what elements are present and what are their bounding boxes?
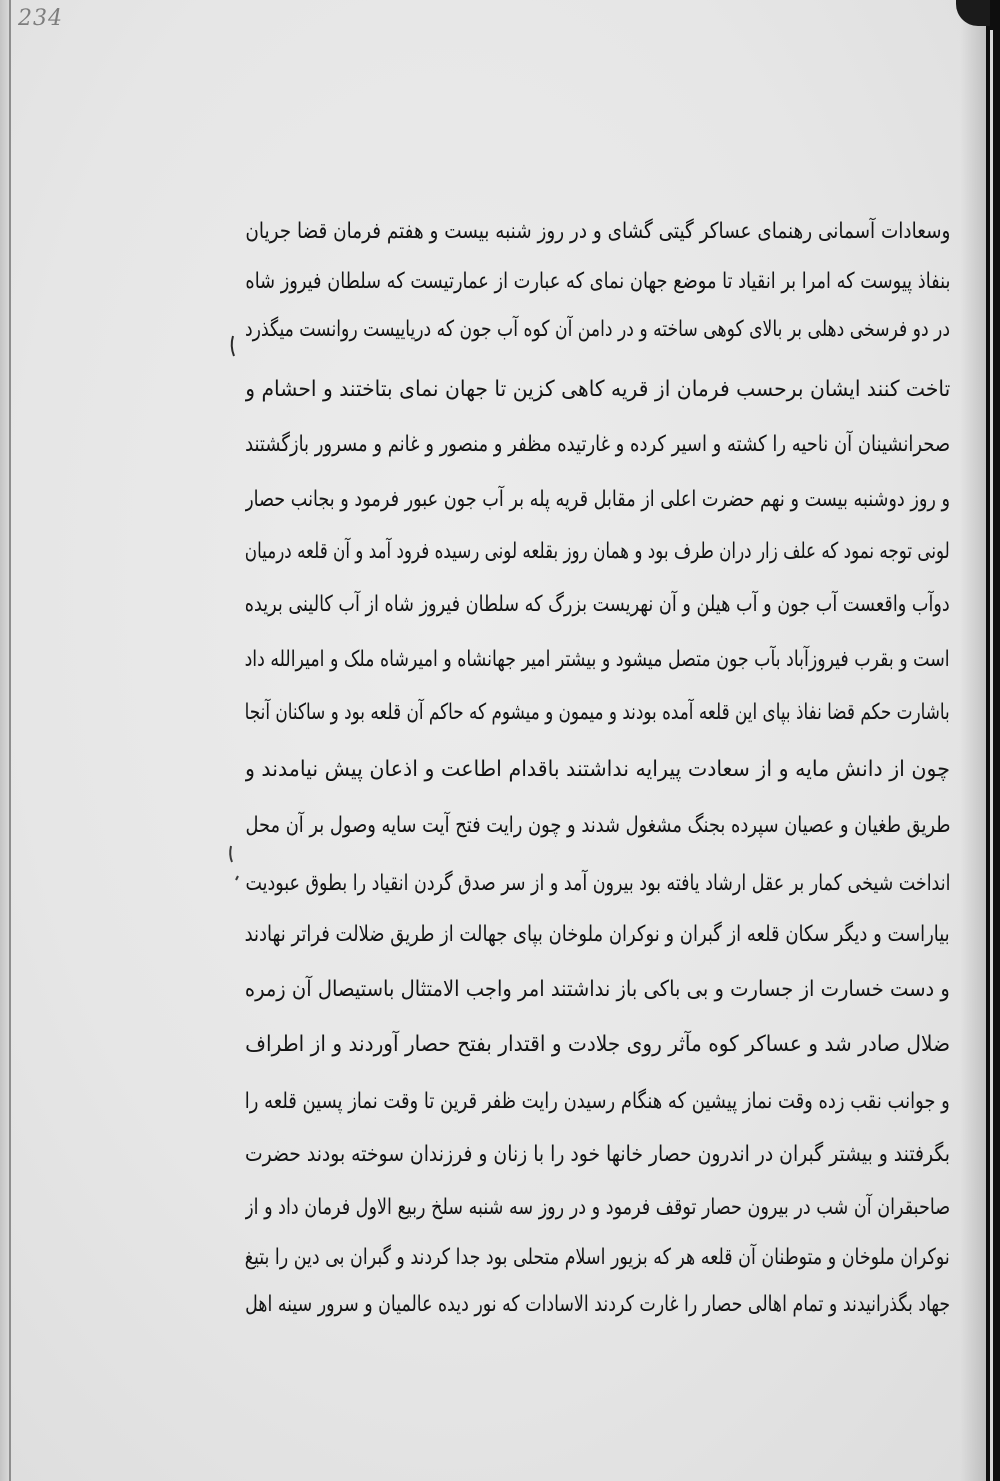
text-line bbox=[245, 1236, 950, 1280]
text-line bbox=[245, 423, 950, 467]
text-line-content: است و بقرب فیروزآباد بآب جون متصل میشود و بیشتر امیر جهانشاه و امیرشاه ملک و امیرالله داد bbox=[245, 647, 950, 672]
page-number: 234 bbox=[18, 6, 63, 31]
text-line-content: دوآب واقعست آب جون و آب هیلن و آن نهریست بزرگ که سلطان فیروز شاه از آب کالینی بریده bbox=[245, 592, 950, 617]
text-line-content: نوکران ملوخان و متوطنان آن قلعه هر که بزیور اسلام متحلی بود جدا کردند و گبران بی دین را بتیغ bbox=[245, 1245, 950, 1270]
text-line bbox=[245, 968, 950, 1012]
text-line-content: ضلال صادر شد و عساکر کوه مآثر روی جلادت و اقتدار بفتح حصار آوردند و از اطراف bbox=[245, 1032, 950, 1057]
text-line-content: تاخت کنند ایشان برحسب فرمان از قریه کاهی کزین تا جهان نمای بتاختند و احشام و bbox=[245, 377, 950, 402]
text-line bbox=[245, 691, 950, 735]
text-line-content: و دست خسارت از جسارت و بی باکی باز نداشتند امر واجب الامتثال باستیصال آن زمره bbox=[245, 977, 950, 1002]
text-line-content: باشارت حکم قضا نفاذ بپای این قلعه آمده بودند و میمون و میشوم که حاکم آن قلعه بود و ساکنان آنجا bbox=[245, 700, 950, 725]
text-line-content: بیاراست و دیگر سکان قلعه از گبران و نوکران ملوخان بپای جهالت از طریق ضلالت فراتر نهادند bbox=[245, 922, 950, 947]
text-line-content: انداخت شیخی کمار بر عقل ارشاد یافته بود بیرون آمد و از سر صدق گردن انقیاد را بطوق عبودیت bbox=[245, 871, 950, 896]
text-line bbox=[245, 368, 950, 412]
text-line bbox=[245, 862, 950, 906]
text-line-content: لونی توجه نمود که علف زار دران طرف بود و همان روز بقلعه لونی رسیده فرود آمد و آن قلعه درمیان bbox=[245, 539, 950, 564]
text-line bbox=[245, 1080, 950, 1124]
text-line bbox=[245, 478, 950, 522]
text-line-content: طریق طغیان و عصیان سپرده بجنگ مشغول شدند و چون رایت فتح آیت سایه وصول بر آن محل bbox=[245, 813, 950, 838]
text-line bbox=[245, 1023, 950, 1067]
text-line-content: و روز دوشنبه بیست و نهم حضرت اعلی از مقابل قریه پله بر آب جون عبور فرمود و بجانب حصار bbox=[245, 487, 950, 512]
text-line-content: در دو فرسخی دهلی بر بالای کوهی ساخته و در دامن آن کوه آب جون که دریاییست روانست میگذرد bbox=[245, 317, 950, 342]
text-line bbox=[245, 583, 950, 627]
text-line-content: جهاد بگذرانیدند و تمام اهالی حصار را غارت کردند الاسادات که نور دیده عالمیان و سرور سینه اهل bbox=[245, 1292, 950, 1317]
text-line bbox=[245, 210, 950, 254]
text-line-content: چون از دانش مایه و از سعادت پیرایه نداشتند باقدام اطاعت و اذعان پیش نیامدند و bbox=[245, 757, 950, 782]
text-line-content: بگرفتند و بیشتر گبران در اندرون حصار خانها خود را با زنان و فرزندان سوخته بودند حضرت bbox=[245, 1142, 950, 1167]
text-line bbox=[245, 1133, 950, 1177]
text-line bbox=[245, 804, 950, 848]
text-line-content: وسعادات آسمانی رهنمای عساکر گیتی گشای و در روز شنبه بیست و هفتم فرمان قضا جریان bbox=[245, 219, 950, 244]
text-line bbox=[245, 638, 950, 682]
text-line bbox=[245, 1283, 950, 1327]
text-line bbox=[245, 308, 950, 352]
text-line bbox=[245, 748, 950, 792]
text-line bbox=[245, 260, 950, 304]
text-line-content: بنفاذ پیوست که امرا بر انقیاد تا موضع جهان نمای که عبارت از عمارتیست که سلطان فیروز شاه bbox=[245, 269, 950, 294]
text-line-content: صحرانشینان آن ناحیه را کشته و اسیر کرده و غارتیده مظفر و منصور و غانم و مسرور بازگشتند bbox=[245, 432, 950, 457]
text-line-content: و جوانب نقب زده وقت نماز پیشین که هنگام رسیدن رایت ظفر قرین تا وقت نماز پسین قلعه را bbox=[245, 1089, 950, 1114]
text-line-content: صاحبقران آن شب در بیرون حصار توقف فرمود و در روز سه شنبه سلخ ربیع الاول فرمان داد و از bbox=[245, 1195, 950, 1220]
text-line bbox=[245, 1186, 950, 1230]
text-line bbox=[245, 530, 950, 574]
text-line bbox=[245, 913, 950, 957]
